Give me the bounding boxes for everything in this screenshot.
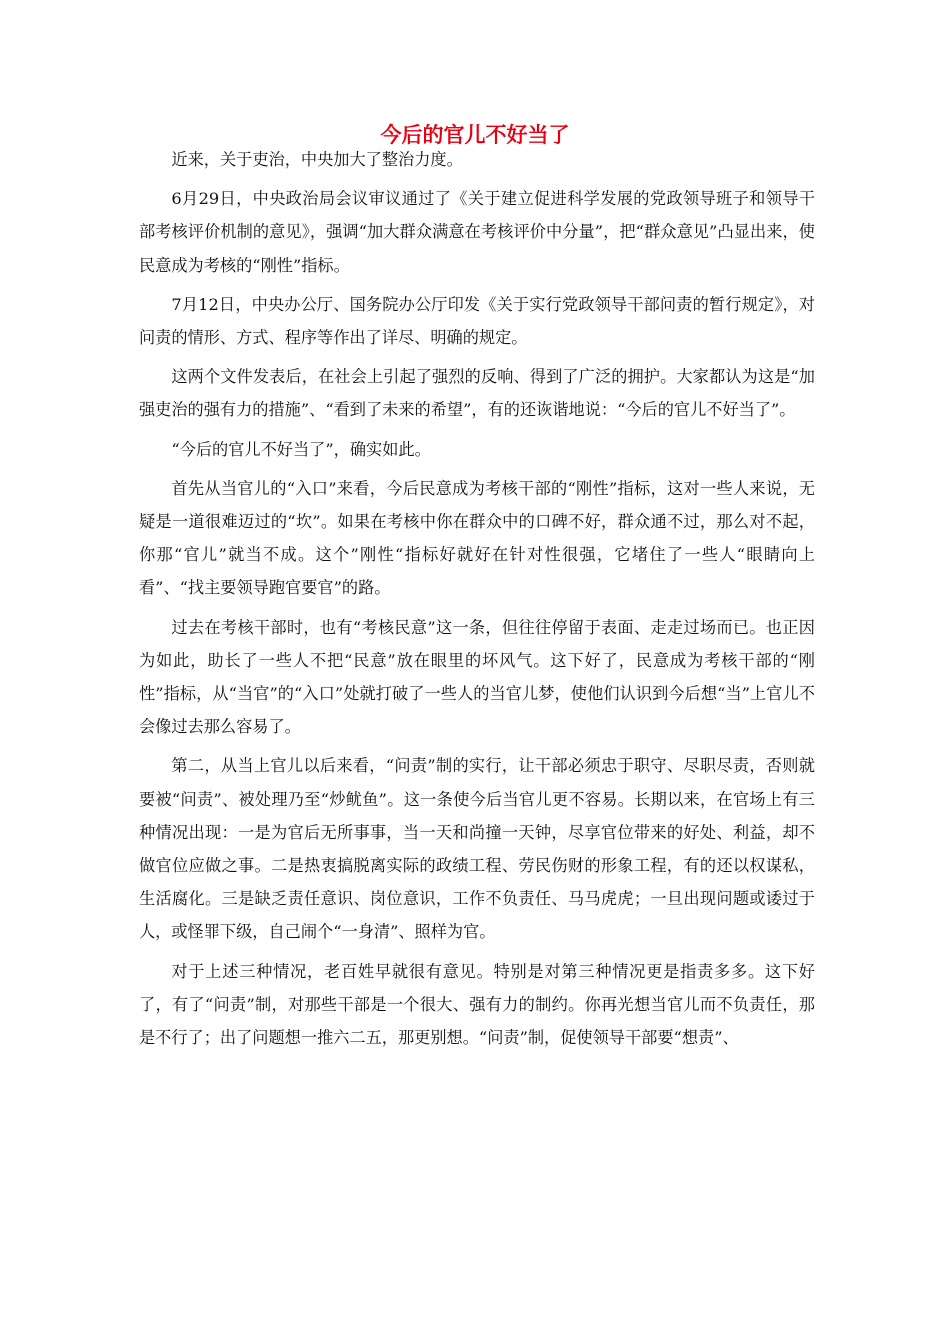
paragraph: 6月29日，中央政治局会议审议通过了《关于建立促进科学发展的党政领导班子和领导干部考核评价机制的意见》，强调“加大群众满意在考核评价中分量”，把“群众意见”凸显出来，使民意成为考核的“刚性”指标。 xyxy=(139,189,815,275)
paragraph: 这两个文件发表后，在社会上引起了强烈的反响、得到了广泛的拥护。大家都认为这是“加强吏治的强有力的措施”、“看到了未来的希望”，有的还诙谐地说：“今后的官儿不好当了”。 xyxy=(139,367,815,420)
document-title: 今后的官儿不好当了 xyxy=(380,123,570,147)
paragraph: 过去在考核干部时，也有“考核民意”这一条，但往往停留于表面、走走过场而已。也正因为如此，助长了一些人不把“民意”放在眼里的坏风气。这下好了，民意成为考核干部的“刚性”指标，从“当官”的“入口”处就打破了一些人的当官儿梦，使他们认识到今后想“当”上官儿不会像过去那么容易了。 xyxy=(139,617,815,737)
paragraph: 近来，关于吏治，中央加大了整治力度。 xyxy=(171,150,463,169)
paragraph: “今后的官儿不好当了”，确实如此。 xyxy=(171,439,431,459)
paragraph: 7月12日，中央办公厅、国务院办公厅印发《关于实行党政领导干部问责的暂行规定》，对问责的情形、方式、程序等作出了详尽、明确的规定。 xyxy=(139,294,815,348)
paragraph: 第二，从当上官儿以后来看，“问责”制的实行，让干部必须忠于职守、尽职尽责，否则就要被“问责”、被处理乃至“炒鱿鱼”。这一条使今后当官儿更不容易。长期以来，在官场上有三种情况出现：一是为官后无所事事，当一天和尚撞一天钟，尽享官位带来的好处、利益，却不做官位应做之事。二是热衷搞脱离实际的政绩工程、劳民伤财的形象工程，有的还以权谋私，生活腐化。三是缺乏责任意识、岗位意识，工作不负责任、马马虎虎；一旦出现问题或诿过于人，或怪罪下级，自己闹个“一身清”、照样为官。 xyxy=(139,756,815,942)
paragraph: 首先从当官儿的“入口”来看，今后民意成为考核干部的“刚性”指标，这对一些人来说，无疑是一道很难迈过的“坎”。如果在考核中你在群众中的口碑不好，群众通不过，那么对不起，你那“官儿”就当不成。这个”刚性“指标好就好在针对性很强，它堵住了一些人“眼睛向上看”、“找主要领导跑官要官”的路。 xyxy=(139,478,815,598)
paragraph: 对于上述三种情况，老百姓早就很有意见。特别是对第三种情况更是指责多多。这下好了，有了“问责”制，对那些干部是一个很大、强有力的制约。你再光想当官儿而不负责任，那是不行了；出了问题想一推六二五，那更别想。“问责”制，促使领导干部要“想责”、 xyxy=(139,961,815,1048)
document-body xyxy=(139,143,815,1060)
